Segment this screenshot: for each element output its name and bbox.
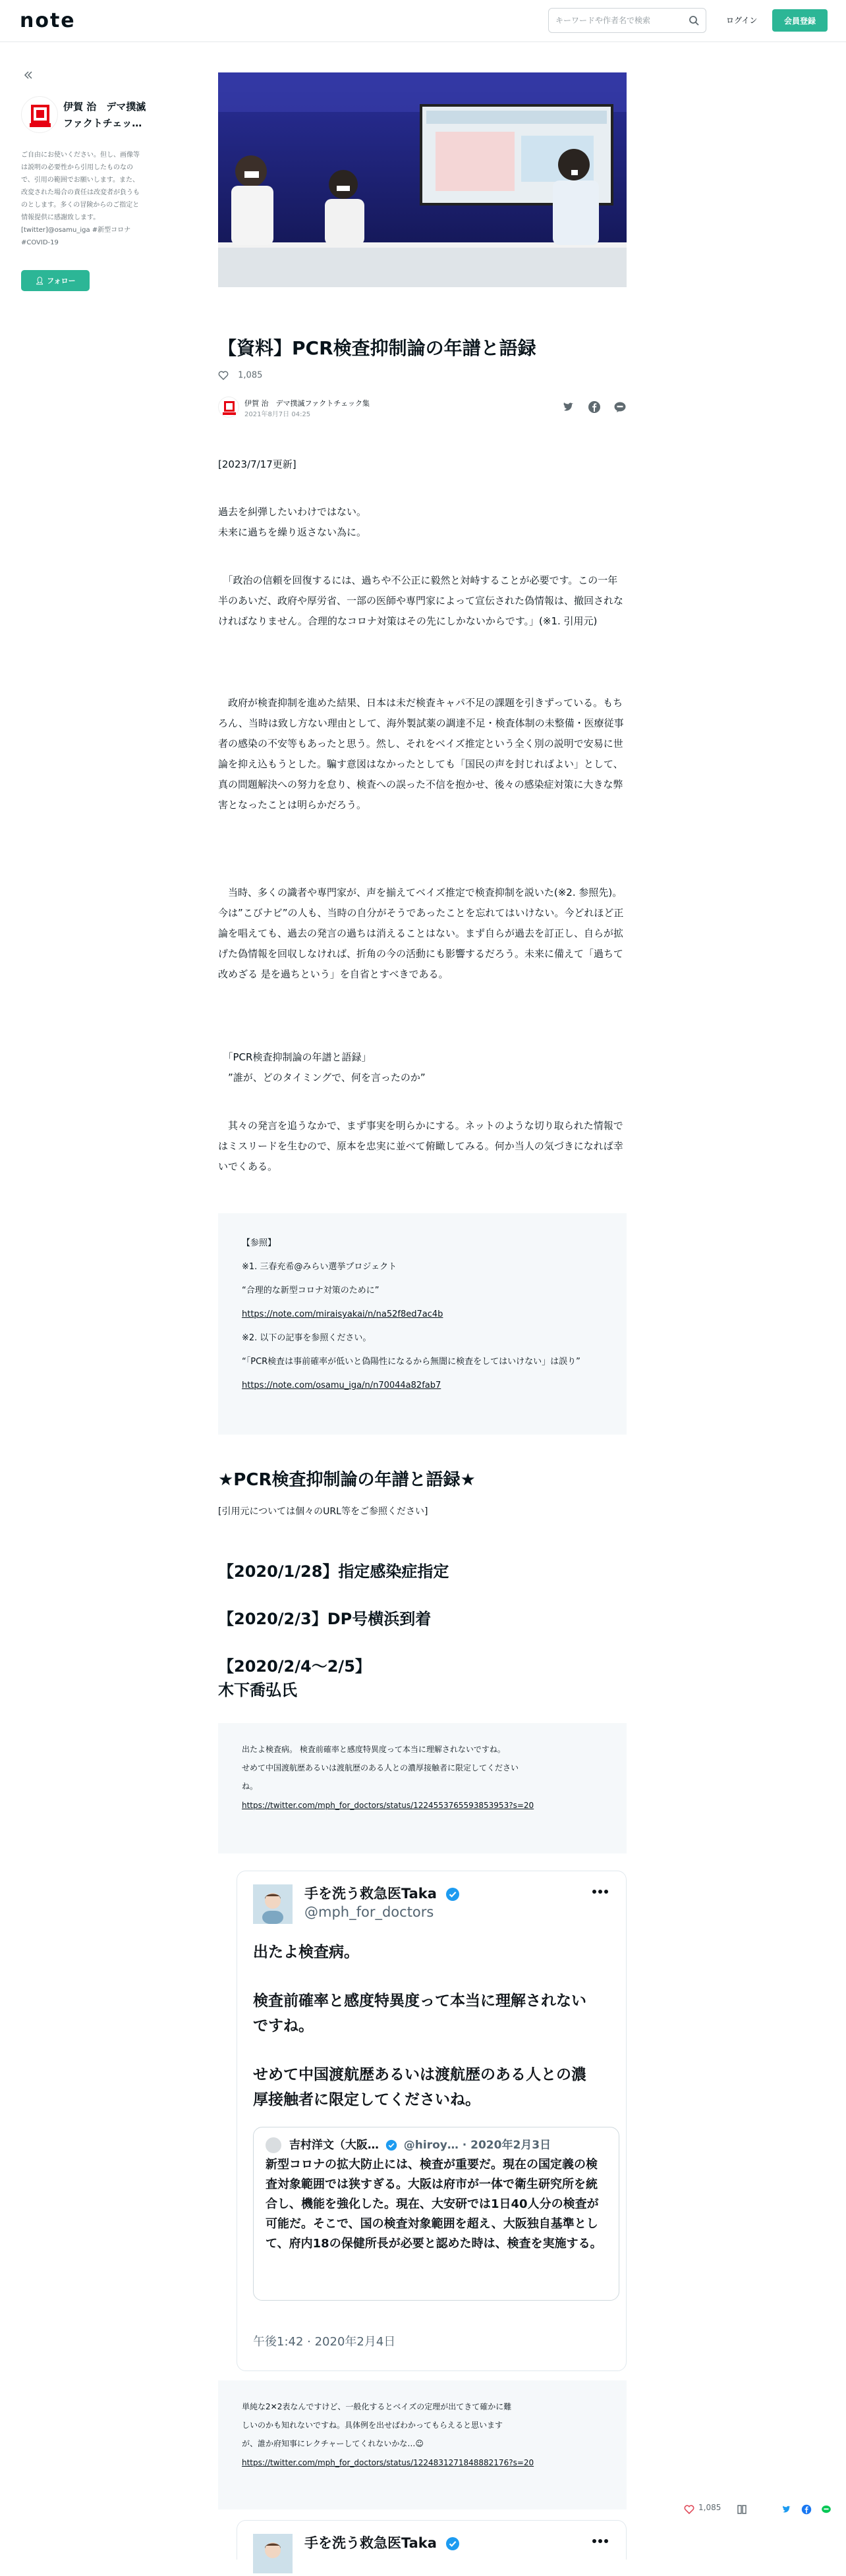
search-input[interactable] — [555, 9, 685, 32]
quoted-tweet-header — [266, 2137, 607, 2154]
person-heading: 木下喬弘氏 — [218, 1681, 297, 1699]
author-avatar[interactable] — [218, 397, 239, 418]
quoted-tweet-avatar — [266, 2137, 281, 2153]
section-subtitle: [引用元については個々のURL等をご参照ください] — [218, 1506, 428, 1517]
follow-button[interactable] — [21, 270, 90, 291]
tweet-text-1: 出たよ検査病。 — [253, 1944, 359, 1961]
like-row — [218, 370, 262, 383]
facebook-share-icon[interactable] — [588, 400, 601, 414]
author-row — [218, 395, 627, 422]
share-icons — [553, 400, 627, 414]
tweet-2-more-icon[interactable] — [592, 2538, 609, 2544]
tweet-timestamp[interactable]: 午後1:42 · 2020年2月4日 — [253, 2335, 396, 2349]
quote-box-1-line-1: 出たよ検査病。 検査前確率と感度特異度って本当に理解されないですね。 — [242, 1745, 505, 1754]
note-logo[interactable]: note — [20, 9, 76, 32]
paragraph-method: 其々の発言を追うなかで、まず事実を明らかにする。ネットのような切り取られた情報ではミスリードを生むので、原本を忠実に並べて俯瞰してみる。何か当人の気づきになれば幸いでくある。 — [218, 1120, 623, 1172]
quoted-verified-icon — [385, 2139, 397, 2151]
quoted-tweet-date: · 2020年2月3日 — [462, 2139, 551, 2152]
quoted-tweet-text: 新型コロナの拡大防止には、検査が重要だ。現在の国定義の検査対象範囲では狭すぎる。大阪は府市が一体で衛生研究所を統合し、機能を強化した。現在、大安研では1日40人分の検査が可能だ。そこで、国の検査対象範囲を超え、大阪独自基準として、府内18の保健所長が必要と認めた時は、検査を実施する。 — [266, 2158, 602, 2251]
section-title: ★PCR検査抑制論の年譜と語録★ — [218, 1470, 476, 1490]
follow-label: フォロー — [47, 277, 76, 285]
twitter-share-icon[interactable] — [562, 400, 575, 414]
quote-box-2-line-2: しいのかも知れないですね。具体例を出せばわかってもらえると思います — [242, 2421, 503, 2430]
tweet-2-verified-icon — [445, 2536, 460, 2551]
site-header — [0, 0, 846, 42]
ref-heading: 【参照】 — [242, 1238, 277, 1248]
search-icon[interactable] — [689, 15, 699, 26]
quote-box-1-line-3: ね。 — [242, 1782, 258, 1791]
series-title-line: 「PCR検査抑制論の年譜と語録」 — [218, 1051, 372, 1063]
signup-button[interactable]: 会員登録 — [772, 9, 828, 32]
more-options-icon[interactable] — [592, 1888, 609, 1895]
quote-box-2-line-1: 単純な2✕2表なんですけど、一般化するとベイズの定理が出てきて確かに難 — [242, 2402, 512, 2411]
floating-facebook-icon[interactable] — [801, 2504, 812, 2515]
timeline-heading-0204: 【2020/2/4〜2/5】 — [218, 1657, 371, 1676]
ref-4: “「PCR検査は事前確率が低いと偽陽性になるから無闇に検査をしてはいけない」は誤り” — [242, 1357, 580, 1367]
like-count[interactable]: 1,085 — [238, 370, 263, 381]
tweet-author-label: 手を洗う救急医Taka — [304, 1886, 437, 1902]
quote-box-1-link[interactable]: https://twitter.com/mph_for_doctors/status/1224553765593853953?s=20 — [242, 1801, 534, 1810]
author-name[interactable]: 伊賀 治 デマ撲滅ファクトチェック集 — [244, 399, 370, 408]
timeline-heading-0203: 【2020/2/3】DP号横浜到着 — [218, 1610, 432, 1628]
intro-line-1: 過去を糾弾したいわけではない。 — [218, 506, 367, 518]
update-note: [2023/7/17更新] — [218, 458, 296, 470]
floating-line-icon[interactable] — [821, 2504, 832, 2515]
tweet-text-3b: 厚接触者に限定してくださいね。 — [253, 2091, 480, 2108]
magazine-icon[interactable] — [737, 2504, 748, 2515]
creator-bio: ご自由にお使いください。但し、画像等は説明の必要性から引用したものなので、引用の範囲でお願いします。また、改変された場合の責任は改変者が負うものとします。多くの冒険からのご指定と情報提供に感謝致します。 [twitter]@osamu_iga #新型コロナ #COVID-19 — [21, 151, 140, 246]
tweet-author-name[interactable] — [304, 1883, 460, 1903]
heart-icon[interactable] — [218, 370, 229, 381]
tweet-text-3a: せめて中国渡航歴あるいは渡航歴のある人との濃 — [253, 2066, 586, 2083]
reference-box — [218, 1213, 627, 1435]
ref-2: “合理的な新型コロナ対策のために” — [242, 1286, 380, 1296]
quoted-tweet-wrap — [253, 2127, 619, 2301]
article-hero-image — [218, 72, 627, 287]
timeline-heading-0128: 【2020/1/28】指定感染症指定 — [218, 1562, 449, 1581]
quoted-tweet-name: 吉村洋文（大阪… — [289, 2139, 379, 2152]
verified-badge-icon — [445, 1887, 460, 1902]
login-button[interactable]: ログイン — [718, 9, 765, 32]
paragraph-policy: 政府が検査抑制を進めた結果、日本は未だ検査キャパ不足の課題を引きずっている。もちろん、当時は致し方ない理由として、海外製試薬の調達不足・検査体制の未整備・医療従事者の感染の不安等もあったと思う。然し、それをベイズ推定という全く別の説明で安易に世論を抑え込もうとした。騙す意図はなかったとしても「国民の声を封じればよい」として、真の問題解決への努力を怠り、検査への誤った不信を抱かせ、後々の感染症対策に大きな弊害となったことは明らかだろう。 — [218, 697, 624, 811]
tweet-2-author-name[interactable] — [304, 2533, 460, 2552]
embedded-tweet-1[interactable] — [237, 1871, 627, 2371]
line-share-icon[interactable] — [613, 400, 627, 414]
floating-action-bar — [671, 2496, 846, 2523]
quote-box-1-line-2: せめて中国渡航歴あるいは渡航歴のある人との濃厚接触者に限定してください — [242, 1763, 519, 1772]
floating-like-count[interactable]: 1,085 — [698, 2503, 721, 2512]
ref-link-2[interactable]: https://note.com/osamu_iga/n/n70044a82fab7 — [242, 1381, 441, 1390]
publish-date: 2021年8月7日 04:25 — [244, 411, 311, 418]
paragraph-quote: 「政治の信頼を回復するには、過ちや不公正に毅然と対峙することが必要です。この一年半のあいだ、政府や厚労省、一部の医師や専門家によって宣伝された偽情報は、撤回されなければなりません。合理的なコロナ対策はその先にしかないからです。」(※1. 引用元) — [218, 574, 624, 627]
series-subtitle-line: ”誰が、どのタイミングで、何を言ったのか” — [218, 1072, 426, 1083]
quoted-tweet[interactable] — [253, 2127, 619, 2301]
tweet-2-avatar[interactable] — [253, 2534, 293, 2573]
ref-3: ※2. 以下の記事を参照ください。 — [242, 1333, 372, 1343]
ref-1: ※1. 三春充希@みらい選挙プロジェクト — [242, 1262, 397, 1272]
follow-user-icon: 👤︎ — [35, 277, 45, 285]
collapse-sidebar-icon[interactable] — [23, 70, 34, 80]
floating-heart-icon[interactable] — [684, 2504, 694, 2515]
tweet-avatar[interactable] — [253, 1884, 293, 1924]
tweet-text-2a: 検査前確率と感度特異度って本当に理解されない — [253, 1992, 586, 2010]
search-box[interactable] — [548, 8, 706, 33]
paragraph-experts: 当時、多くの識者や専門家が、声を揃えてベイズ推定で検査抑制を説いた(※2. 参照先)。今は”こびナビ”の人も、当時の自分がそうであったことを忘れてはいけない。今どれほど正論を唱えても、過去の発言の過ちは消えることはない。まず自らが過去を訂正し、自らが拡げた偽情報を回収しなければ、折角の今の活動にも影響するだろう。未来に備えて「過ちて改めざる 是を過ちという」を自省とすべきである。 — [218, 887, 624, 980]
quote-box-2 — [218, 2380, 627, 2509]
quote-box-1 — [218, 1723, 627, 1853]
quoted-tweet-handle: @hiroy… — [403, 2139, 459, 2152]
embedded-tweet-2[interactable] — [237, 2520, 627, 2560]
creator-name[interactable]: 伊賀 治 デマ撲滅ファクトチェッ… — [63, 101, 146, 129]
intro-line-2: 未来に過ちを繰り返さない為に。 — [218, 526, 367, 538]
floating-twitter-icon[interactable] — [781, 2504, 792, 2515]
tweet-handle[interactable]: @mph_for_doctors — [304, 1904, 434, 1920]
quote-box-2-link[interactable]: https://twitter.com/mph_for_doctors/status/1224831271848882176?s=20 — [242, 2458, 534, 2467]
creator-avatar[interactable] — [21, 96, 58, 133]
quote-box-2-line-3: が、誰か府知事にレクチャーしてくれないかな…☺ — [242, 2439, 424, 2448]
tweet-text-2b: ですね。 — [253, 2017, 314, 2035]
article-title: 【資料】PCR検査抑制論の年譜と語録 — [218, 337, 536, 359]
tweet-2-author-label: 手を洗う救急医Taka — [304, 2535, 437, 2551]
ref-link-1[interactable]: https://note.com/miraisyakai/n/na52f8ed7ac4b — [242, 1309, 443, 1319]
